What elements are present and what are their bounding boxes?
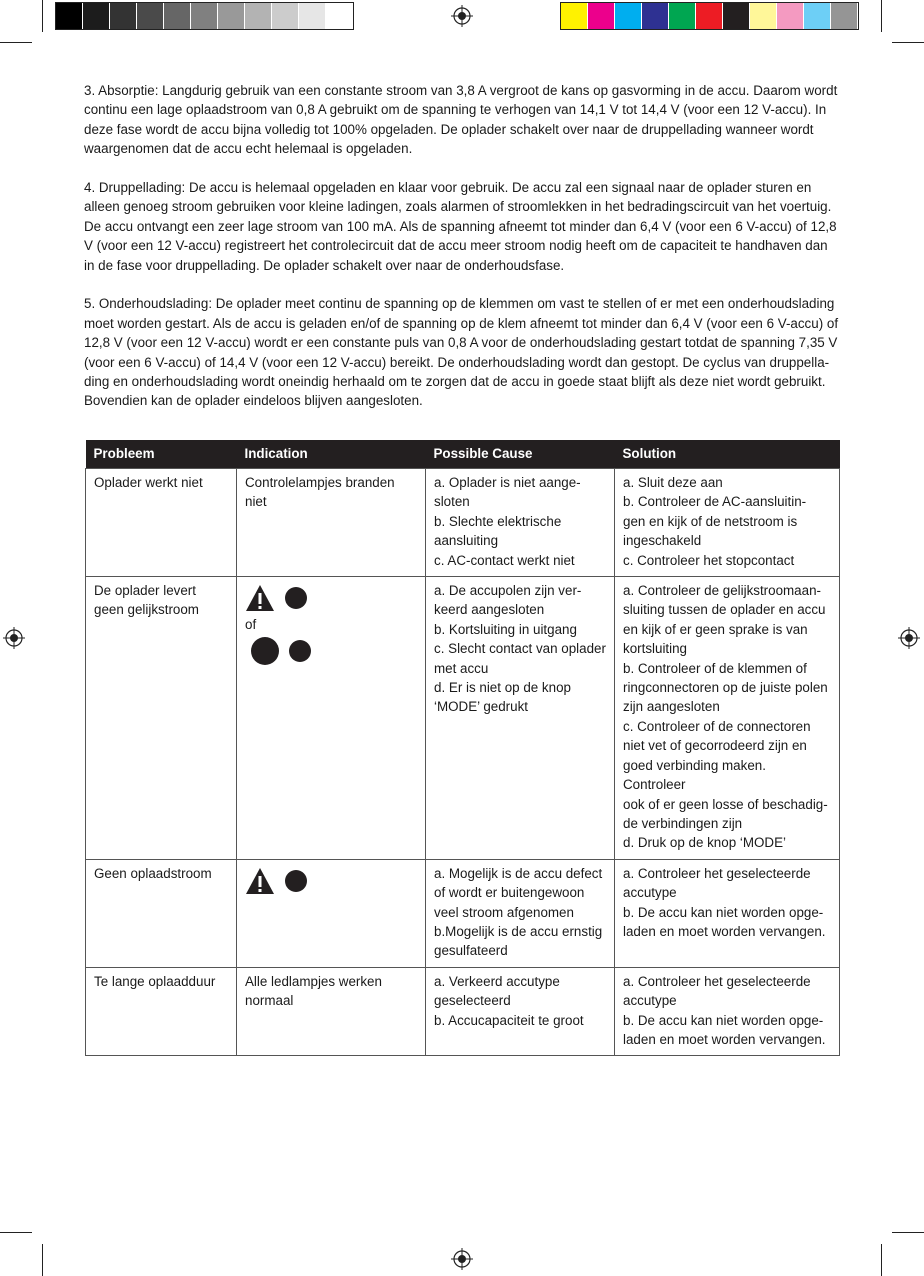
cause-cell (426, 469, 615, 577)
led-indicator-icon (289, 640, 311, 662)
cell-line: c. Slecht contact van oplader (434, 641, 606, 657)
cell-line: a. Controleer de gelijkstroomaan- (623, 583, 821, 599)
problem-cell: De oplader levert geen gelijkstroom (86, 577, 237, 860)
calibration-swatch (164, 3, 191, 29)
crop-mark (42, 1244, 43, 1276)
cell-line: c. Controleer of de connectoren (623, 718, 811, 734)
registration-mark-icon (451, 1248, 473, 1270)
registration-mark-icon (451, 5, 473, 27)
cell-line: b. Kortsluiting in uitgang (434, 621, 577, 637)
calibration-swatch (561, 3, 588, 29)
calibration-swatch (750, 3, 777, 29)
problem-cell: Geen oplaadstroom (86, 859, 237, 967)
calibration-swatch (642, 3, 669, 29)
cell-line: gesulfateerd (434, 943, 508, 959)
crop-mark (892, 42, 924, 43)
calibration-swatch (272, 3, 299, 29)
header-problem: Probleem (86, 440, 237, 469)
calibration-swatch (83, 3, 110, 29)
cell-line: b. Controleer of de klemmen of (623, 660, 807, 676)
solution-cell (615, 967, 840, 1056)
table-row (86, 577, 840, 860)
cell-line: geselecteerd (434, 993, 511, 1009)
cell-line: ‘MODE’ gedrukt (434, 699, 529, 715)
cell-line: en kijk of er geen sprake is van (623, 621, 808, 637)
cause-cell (426, 967, 615, 1056)
calibration-swatch (326, 3, 353, 29)
registration-mark-icon (3, 627, 25, 649)
cell-line: a. Controleer het geselecteerde (623, 865, 811, 881)
cell-line: goed verbinding maken. Controleer (623, 757, 766, 793)
cell-line: a. De accupolen zijn ver- (434, 583, 582, 599)
crop-mark (881, 1244, 882, 1276)
crop-mark (881, 0, 882, 32)
cell-line: a. Oplader is niet aange- (434, 475, 581, 490)
cell-line: b. Controleer de AC-aansluitin- (623, 494, 807, 510)
cell-line: niet vet of gecorrodeerd zijn en (623, 738, 807, 754)
calibration-swatch (696, 3, 723, 29)
table-row (86, 967, 840, 1056)
led-indicator-icon (251, 637, 279, 665)
led-indicator-icon (285, 870, 307, 892)
indication-or-label: of (245, 617, 257, 633)
led-indicator-icon (285, 587, 307, 609)
cell-line: b. De accu kan niet worden opge- (623, 904, 824, 920)
crop-mark (892, 1232, 924, 1233)
calibration-swatch (191, 3, 218, 29)
solution-cell (615, 577, 840, 860)
cell-line: d. Druk op de knop ‘MODE’ (623, 835, 786, 851)
cause-cell (426, 577, 615, 860)
warning-triangle-icon (245, 867, 275, 895)
problem-cell: Oplader werkt niet (86, 469, 237, 577)
solution-cell (615, 469, 840, 577)
cell-line: of wordt er buitengewoon (434, 885, 585, 901)
paragraph-onderhoudslading: 5. Onderhoudslading: De oplader meet continu de spanning op de klemmen om vast te stellen of er met een onderhoudslading moet worden gestart. Als de accu is geladen en/of de spanning op de klem afneemt tot minder dan 6,4 V (voor een 6 V-accu) of 12,8 V (voor een 12 V-accu) wordt er een constante puls van 0,8 A voor de onderhoudslading gestart totdat de spanning 7,35 V (voor een 6 V-accu) of 14,4 V (voor een 12 V-accu) bereikt. De onderhoudslading wordt dan gestopt. De cyclus van druppella-ding en onderhoudslading wordt oneindig herhaald om te zorgen dat de accu in goede staat blijft als deze niet wordt gebruikt. Bovendien kan de oplader eindeloos blijven aangesloten. (84, 296, 839, 409)
cell-line: c. Controleer het stopcontact (623, 552, 795, 568)
cell-line: ringconnectoren op de juiste polen (623, 680, 828, 696)
table-row (86, 859, 840, 967)
cell-line: de verbindingen zijn (623, 815, 743, 831)
cell-line: zijn aangesloten (623, 699, 720, 715)
calibration-swatch (588, 3, 615, 29)
cell-line: aansluiting (434, 533, 499, 549)
calibration-swatch (669, 3, 696, 29)
cell-line: d. Er is niet op de knop (434, 680, 571, 696)
solution-cell (615, 859, 840, 967)
crop-mark (42, 0, 43, 32)
table-header-row (86, 440, 840, 469)
problem-cell: Te lange oplaadduur (86, 967, 237, 1056)
header-cause: Possible Cause (426, 440, 615, 469)
calibration-swatch (777, 3, 804, 29)
calibration-swatch (723, 3, 750, 29)
cell-line: keerd aangesloten (434, 602, 545, 618)
cell-line: laden en moet worden vervangen. (623, 923, 826, 939)
cell-line: b.Mogelijk is de accu ernstig (434, 923, 603, 939)
calibration-swatch (218, 3, 245, 29)
table-row (86, 469, 840, 577)
paragraph-druppellading: 4. Druppellading: De accu is helemaal opgeladen en klaar voor gebruik. De accu zal een signaal naar de oplader sturen en alleen genoeg stroom gebruiken voor kleine ladingen, zoals alarmen of stroomlekken in het bedradingscircuit van het voertuig. De accu ontvangt een zeer lage stroom van 100 mA. Als de spanning afneemt tot minder dan 6,4 V (voor een 6 V-accu) of 12,8 V (voor een 12 V-accu) registreert het controlecircuit dat de accu meer stroom nodig heeft om de capaciteit te handhaven dan in de fase voor druppellading. De oplader schakelt over naar de onderhoudsfase. (84, 180, 837, 273)
cell-line: met accu (434, 660, 489, 676)
calibration-swatch (831, 3, 858, 29)
cause-cell (426, 859, 615, 967)
indicator-group (245, 581, 417, 615)
cell-line: c. AC-contact werkt niet (434, 552, 575, 568)
charging-phases-text (84, 81, 839, 430)
calibration-swatch (615, 3, 642, 29)
calibration-swatch (56, 3, 83, 29)
cell-line: kortsluiting (623, 641, 688, 657)
calibration-swatch (245, 3, 272, 29)
cell-line: a. Verkeerd accutype (434, 973, 560, 989)
cell-line: accutype (623, 993, 677, 1009)
calibration-swatch (804, 3, 831, 29)
cell-line: gen en kijk of de netstroom is (623, 513, 798, 529)
header-indication: Indication (237, 440, 426, 469)
cell-line: a. Mogelijk is de accu defect (434, 865, 603, 881)
cell-line: veel stroom afgenomen (434, 904, 574, 920)
cell-line: b. Slechte elektrische (434, 513, 562, 529)
crop-mark (0, 42, 32, 43)
cell-line: b. De accu kan niet worden opge- (623, 1012, 824, 1028)
grayscale-calibration-bar (55, 2, 354, 30)
indicator-group (245, 864, 417, 898)
calibration-swatch (299, 3, 326, 29)
calibration-swatch (137, 3, 164, 29)
indication-cell: Controlelampjes branden niet (237, 469, 426, 577)
cell-line: ingeschakeld (623, 533, 702, 549)
cell-line: ook of er geen losse of beschadig- (623, 796, 828, 812)
indication-cell (237, 859, 426, 967)
warning-triangle-icon (245, 584, 275, 612)
cell-line: sluiting tussen de oplader en accu (623, 602, 826, 618)
indicator-group (245, 634, 417, 668)
cell-line: sloten (434, 494, 470, 510)
registration-mark-icon (898, 627, 920, 649)
header-solution: Solution (615, 440, 840, 469)
cell-line: laden en moet worden vervangen. (623, 1031, 826, 1047)
cell-line: a. Controleer het geselecteerde (623, 973, 811, 989)
cell-line: a. Sluit deze aan (623, 475, 723, 490)
indication-cell: Alle ledlampjes werken normaal (237, 967, 426, 1056)
indication-cell (237, 577, 426, 860)
paragraph-absorptie: 3. Absorptie: Langdurig gebruik van een constante stroom van 3,8 A vergroot de kans op gasvorming in de accu. Daarom wordt continu een lage oplaadstroom van 0,8 A gebruikt om de spanning te verhogen van 14,1 V tot 14,4 V (voor een 12 V-accu). In deze fase wordt de accu bijna volledig tot 100% opgeladen. De oplader schakelt over naar de druppellading wanneer wordt waargenomen dat de accu echt helemaal is opgeladen. (84, 83, 838, 157)
troubleshooting-table (85, 440, 840, 1056)
cell-line: accutype (623, 885, 677, 901)
cell-line: b. Accucapaciteit te groot (434, 1012, 584, 1028)
crop-mark (0, 1232, 32, 1233)
color-calibration-bar (560, 2, 859, 30)
calibration-swatch (110, 3, 137, 29)
